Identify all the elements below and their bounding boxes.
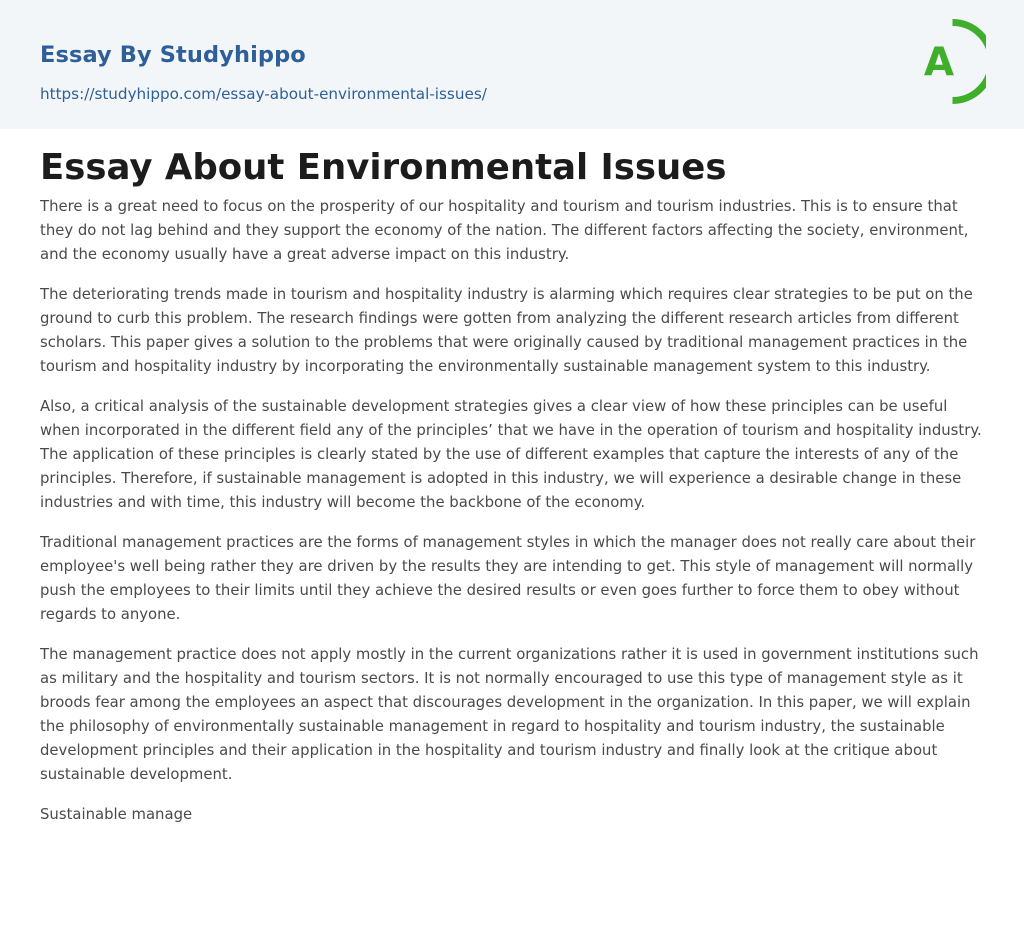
essay-paragraph: There is a great need to focus on the prosperity of our hospitality and tourism and tourism industries. This is to ensure that they do not lag behind and they support the economy of the nation. The different factors affecting the society, environment, and the economy usually have a great adverse impact on this industry. xyxy=(40,197,969,263)
page-url-link[interactable]: https://studyhippo.com/essay-about-environmental-issues/ xyxy=(40,85,487,103)
essay-paragraph: The management practice does not apply mostly in the current organizations rather it is used in government institutions such as military and the hospitality and tourism sectors. It is not normally encouraged to use this type of management style as it broods fear among the employees an aspect that discourages development in the organization. In this paper, we will explain the philosophy of environmentally sustainable management in regard to hospitality and tourism industry, the sustainable development principles and their application in the hospitality and tourism industry and finally look at the critique about sustainable development. xyxy=(40,645,979,783)
logo-letter: A xyxy=(923,40,955,85)
essay-paragraph: Traditional management practices are the forms of management styles in which the manager does not really care about their employee's well being rather they are driven by the results they are intending to get. This style of management will normally push the employees to their limits until they achieve the desired results or even goes further to force them to obey without regards to anyone. xyxy=(40,533,976,623)
circle-letter-a-logo-icon[interactable] xyxy=(912,19,986,105)
essay-title: Essay About Environmental Issues xyxy=(40,147,727,188)
essay-body xyxy=(40,194,992,842)
essay-paragraph: Also, a critical analysis of the sustainable development strategies gives a clear view of how these principles can be useful when incorporated in the different field any of the principles’ that we have in the operation of tourism and hospitality industry. The application of these principles is clearly stated by the use of different examples that capture the interests of any of the principles. Therefore, if sustainable management is adopted in this industry, we will experience a desirable change in these industries and with time, this industry will become the backbone of the economy. xyxy=(40,397,982,511)
essay-paragraph-truncated: Sustainable manage xyxy=(40,805,193,823)
essay-paragraph: The deteriorating trends made in tourism and hospitality industry is alarming which requires clear strategies to be put on the ground to curb this problem. The research findings were gotten from analyzing the different research articles from different scholars. This paper gives a solution to the problems that were originally caused by traditional management practices in the tourism and hospitality industry by incorporating the environmentally sustainable management system to this industry. xyxy=(40,285,973,375)
site-header xyxy=(0,0,1024,129)
site-brand-title[interactable]: Essay By Studyhippo xyxy=(40,42,306,68)
